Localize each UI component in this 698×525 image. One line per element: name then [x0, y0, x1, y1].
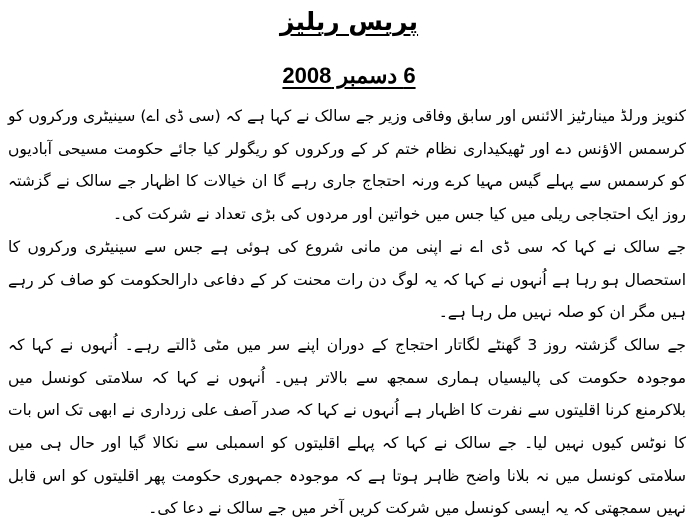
page-title: پریس ریلیز: [279, 7, 419, 36]
press-release-body: [8, 100, 686, 525]
paragraph-2: جے سالک نے کہا کہ سی ڈی اے نے اپنی من مانی شروع کی ہوئی ہے جس سے سینیٹری ورکروں کا استحصال ہو رہا ہے اُنہوں نے کہا کہ یہ لوگ دن رات محنت کر کے دفاعی دارالحکومت کو صاف کر رہے ہیں مگر ان کو صلہ نہیں مل رہا ہے۔: [8, 237, 686, 322]
paragraph-1: کنویز ورلڈ مینارٹیز الائنس اور سابق وفاقی وزیر جے سالک نے کہا ہے کہ (سی ڈی اے) سینیٹری ورکروں کو کرسمس الاؤنس دے اور ٹھیکیداری نظام ختم کر کے ورکروں کو ریگولر کیا جائے حکومت مسیحی آبادیوں کو کرسمس سے پہلے گیس مہیا کرے ورنہ احتجاج جاری رہے گا ان خیالات کا اظہار جے سالک نے گزشتہ روز ایک احتجاجی ریلی میں کیا جس میں خواتین اور مردوں کی بڑی تعداد نے شرکت کی۔: [8, 107, 686, 224]
paragraph-3: جے سالک گزشتہ روز 3 گھنٹے لگاتار احتجاج کے دوران اپنے سر میں مٹی ڈالتے رہے۔ اُنہوں نے کہا کہ موجودہ حکومت کی پالیسیاں ہماری سمجھ سے بالاتر ہیں۔ اُنہوں نے کہا کہ سلامتی کونسل میں بلاکرمنع کرنا اقلیتوں سے نفرت کا اظہار ہے اُنہوں نے کہا کہ صدر آصف علی زرداری نے ابھی تک اس بات کا نوٹس کیوں نہیں لیا۔ جے سالک نے کہا کہ پہلے اقلیتوں کو اسمبلی سے نکالا گیا اور حال ہی میں سلامتی کونسل میں نہ بلانا واضح ظاہر ہوتا ہے کہ موجودہ جمہوری حکومت پھر اقلیتوں کو اس قابل نہیں سمجھتی کہ یہ ایسی کونسل میں شرکت کریں آخر میں جے سالک نے دعا کی۔: [8, 335, 686, 518]
release-date: 6 دسمبر 2008: [282, 63, 416, 88]
